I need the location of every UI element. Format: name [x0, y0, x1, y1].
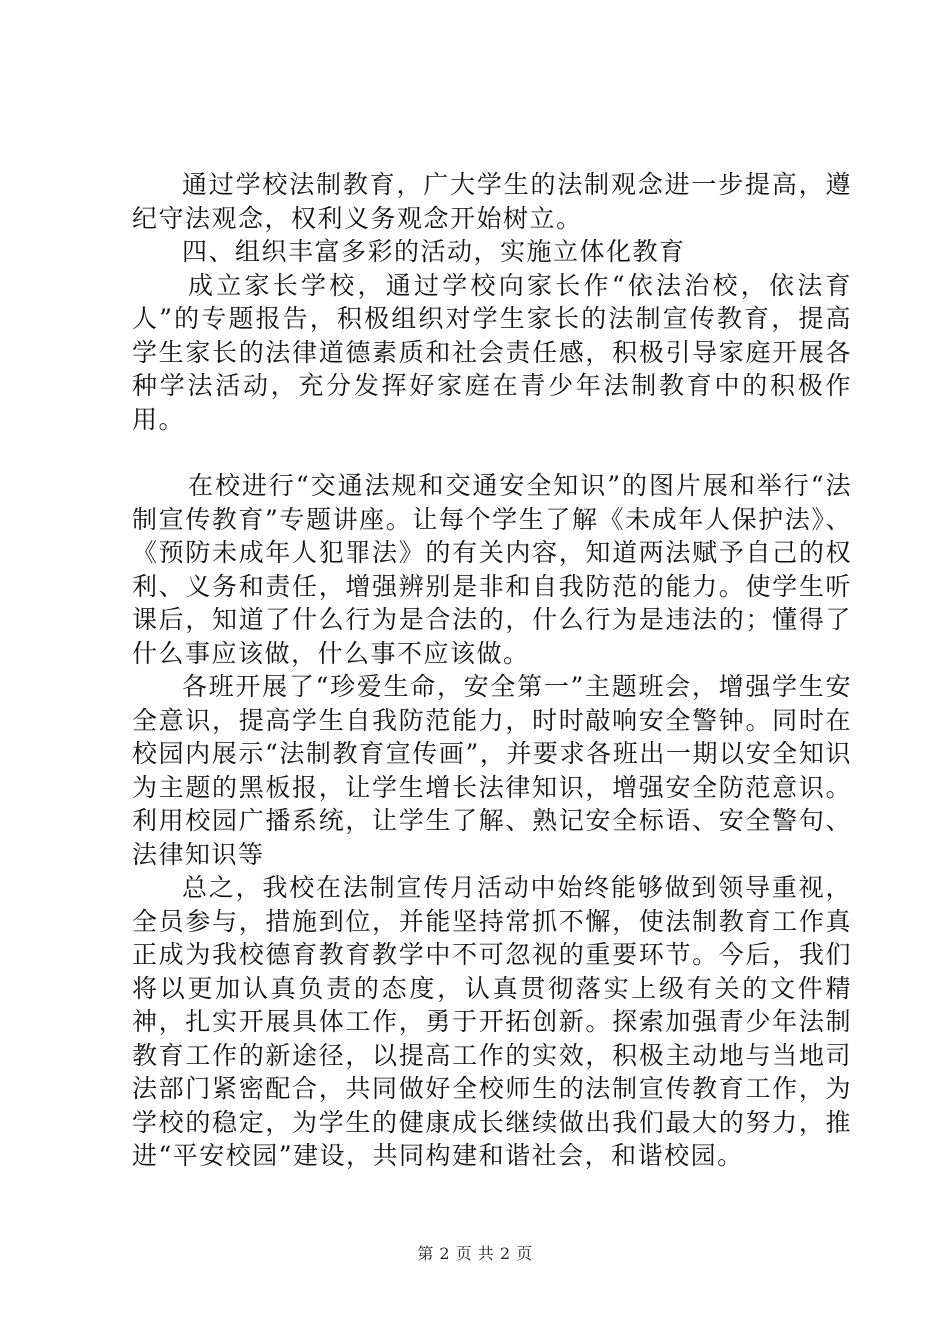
paragraph-summary: 总之，我校在法制宣传月活动中始终能够做到领导重视，全员参与，措施到位，并能坚持常抓不懈，使法制教育工作真正成为我校德育教育教学中不可忽视的重要环节。今后，我们将以更加认真负责的态度，认真贯彻落实上级有关的文件精神，扎实开展具体工作，勇于开拓创新。探索加强青少年法制教育工作的新途径，以提高工作的实效，积极主动地与当地司法部门紧密配合，共同做好全校师生的法制宣传教育工作，为学校的稳定，为学生的健康成长继续做出我们最大的努力，推进“平安校园”建设，共同构建和谐社会，和谐校园。 [132, 873, 852, 1170]
page-number-footer: 第 2 页 共 2 页 [417, 1244, 533, 1263]
section-heading-activities: 四、组织丰富多彩的活动，实施立体化教育 [182, 237, 686, 266]
document-body [132, 168, 852, 1173]
paragraph-class-meetings: 各班开展了“珍爱生命，安全第一”主题班会，增强学生安全意识，提高学生自我防范能力，时时敲响安全警钟。同时在校园内展示“法制教育宣传画”，并要求各班出一期以安全知识为主题的黑板报，让学生增长法律知识，增强安全防范意识。利用校园广播系统，让学生了解、熟记安全标语、安全警句、法律知识等 [132, 672, 852, 869]
paragraph-legal-awareness: 通过学校法制教育，广大学生的法制观念进一步提高，遵纪守法观念，权利义务观念开始树立。 [132, 170, 852, 233]
paragraph-parent-school: 成立家长学校，通过学校向家长作“依法治校，依法育人”的专题报告，积极组织对学生家长的法制宣传教育，提高学生家长的法律道德素质和社会责任感，积极引导家庭开展各种学法活动，充分发挥好家庭在青少年法制教育中的积极作用。 [132, 270, 852, 434]
paragraph-traffic-exhibition: 在校进行“交通法规和交通安全知识”的图片展和举行“法制宣传教育”专题讲座。让每个学生了解《未成年人保护法》、《预防未成年人犯罪法》的有关内容，知道两法赋予自己的权利、义务和责任，增强辨别是非和自我防范的能力。使学生听课后，知道了什么行为是合法的，什么行为是违法的；懂得了什么事应该做，什么事不应该做。 [132, 471, 852, 668]
